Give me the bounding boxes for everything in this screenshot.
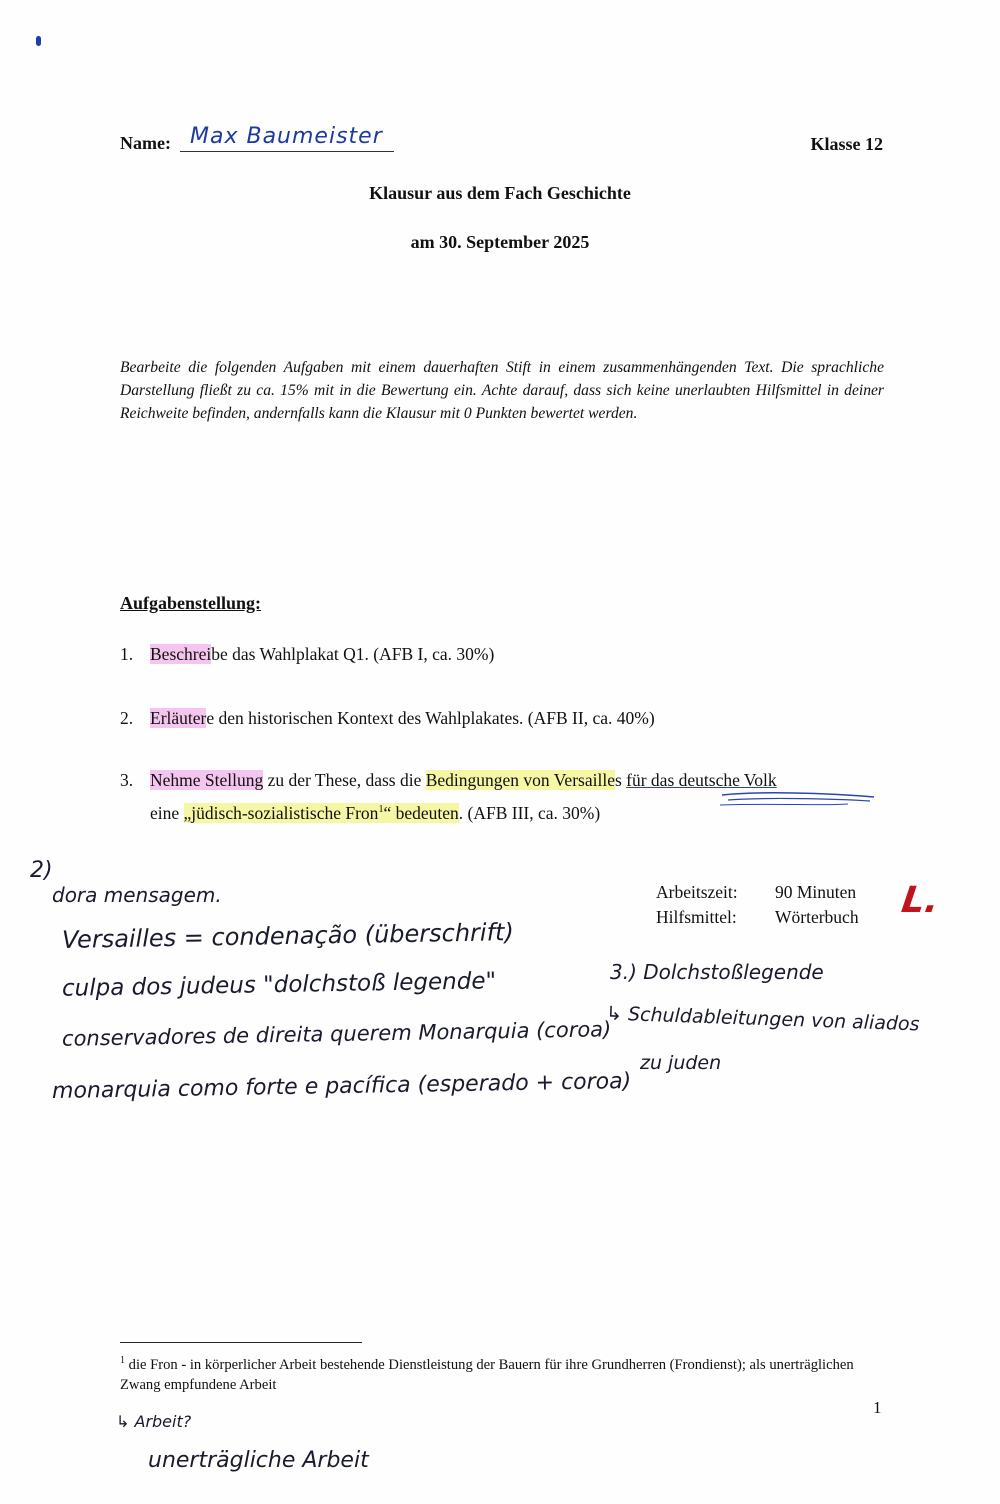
page-number: 1 xyxy=(873,1398,882,1417)
ink-dot xyxy=(36,36,41,46)
task-number: 2. xyxy=(120,708,134,728)
instructions-text: Bearbeite die folgenden Aufgaben mit einem dauerhaften Stift in einem zusammenhängenden Text. Die sprachliche Darstellung fließt zu ca. 15% mit in die Bewertung ein. Achte darauf, dass sich keine unerlaubten Hilfsmittel in deiner Reichweite befinden, andernfalls kann die Klausur mit 0 Punkten bewertet werden. xyxy=(120,359,884,422)
task-verb-highlight: Beschrei xyxy=(150,644,212,664)
exam-meta xyxy=(656,880,859,930)
task-highlight-versailles: Bedingungen von Versaille xyxy=(425,770,615,790)
handwritten-note-bottom: unerträgliche Arbeit xyxy=(148,1448,369,1473)
task-number: 3. xyxy=(120,770,134,790)
handwritten-note-right: 3.) Dolchstoßlegende xyxy=(610,960,824,984)
task-number: 1. xyxy=(120,644,134,664)
footnote-ref: 1 xyxy=(378,804,384,815)
task-text: zu der These, dass die xyxy=(263,770,426,790)
name-line xyxy=(180,151,394,152)
handwritten-note-line: conservadores de direita querem Monarquia (coroa) xyxy=(61,1017,612,1051)
task-verb-highlight: Erläuter xyxy=(150,708,207,728)
red-grader-mark: L. xyxy=(899,880,942,921)
aids-label: Hilfsmittel: xyxy=(656,907,737,927)
footnote-divider xyxy=(120,1342,362,1343)
task-text: e den historischen Kontext des Wahlplakates. (AFB II, ca. 40%) xyxy=(206,708,655,728)
handwritten-note-bottom: ↳ Arbeit? xyxy=(116,1412,192,1431)
footnote xyxy=(120,1351,890,1395)
task-text: be das Wahlplakat Q1. (AFB I, ca. 30%) xyxy=(211,644,495,664)
quote-text: „jüdisch-sozialistische Fron xyxy=(183,802,379,823)
handwritten-note-number: 2) xyxy=(30,858,53,883)
handwritten-note-line: dora mensagem. xyxy=(52,883,222,907)
handwritten-note-line: culpa dos judeus "dolchstoß legende" xyxy=(61,968,497,1002)
class-label: Klasse 12 xyxy=(810,134,883,154)
name-label: Name: xyxy=(120,133,171,153)
quote-text-end: “ bedeuten xyxy=(383,802,459,823)
blue-scribble-underline xyxy=(718,787,878,811)
exam-date: am 30. September 2025 xyxy=(410,232,590,252)
task-text: s xyxy=(614,770,627,790)
handwritten-note-right: zu juden xyxy=(640,1052,722,1074)
time-label: Arbeitszeit: xyxy=(656,882,738,902)
task-2 xyxy=(120,703,655,733)
handwritten-note-right: ↳ Schuldableitungen von aliados xyxy=(605,1002,920,1036)
task-verb-highlight: Nehme Stellung xyxy=(150,770,264,790)
task-underlined-text: für das deutsche Volk xyxy=(626,770,777,790)
handwritten-note-line: Versailles = condenação (überschrift) xyxy=(61,918,515,954)
time-value: 90 Minuten xyxy=(775,882,857,902)
task-1 xyxy=(120,639,494,669)
task-highlight-quote xyxy=(184,803,459,823)
handwritten-note-line: monarquia como forte e pacífica (esperado + coroa) xyxy=(51,1068,632,1105)
handwritten-name: Max Baumeister xyxy=(190,124,383,149)
aids-value: Wörterbuch xyxy=(775,907,859,927)
footnote-text: die Fron - in körperlicher Arbeit bestehende Dienstleistung der Bauern für ihre Grundherren (Frondienst); als unerträglichen Zwang empfundene Arbeit xyxy=(120,1356,854,1393)
tasks-heading: Aufgabenstellung: xyxy=(120,593,262,613)
exam-title: Klausur aus dem Fach Geschichte xyxy=(369,183,631,203)
task-text: eine xyxy=(150,802,184,823)
footnote-mark: 1 xyxy=(120,1355,125,1366)
task-text: . (AFB III, ca. 30%) xyxy=(458,802,601,823)
